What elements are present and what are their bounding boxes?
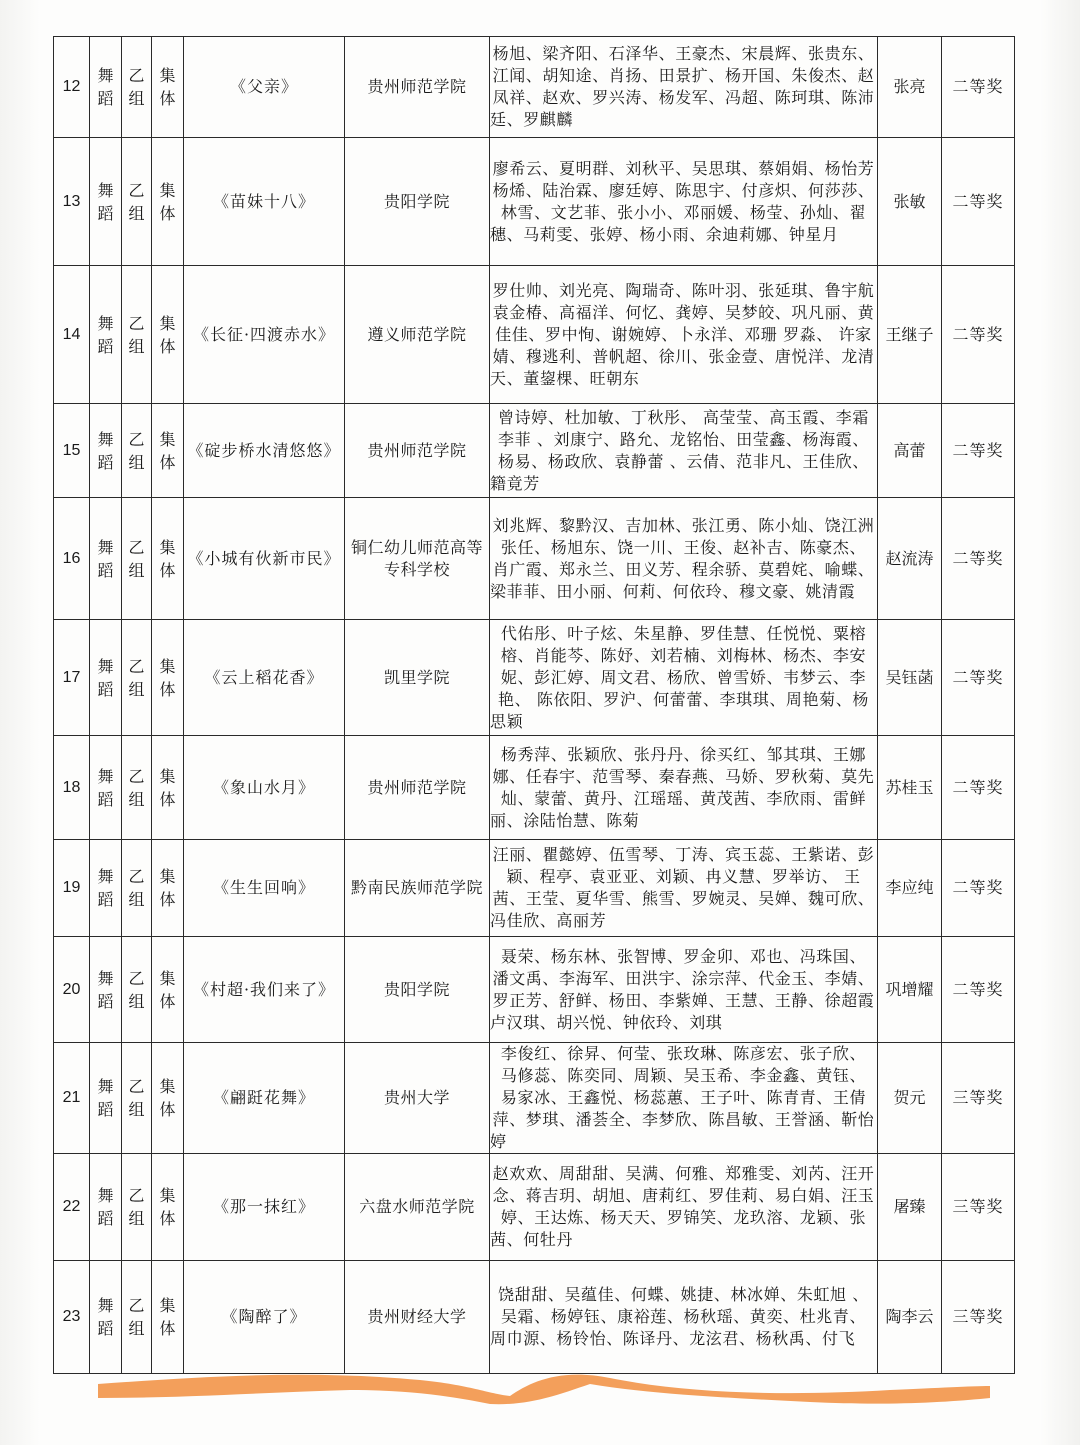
work-title-cell-text: 《苗妹十八》 xyxy=(212,191,315,211)
category-cell xyxy=(90,498,122,620)
row-number-text: 22 xyxy=(62,1198,81,1215)
work-title-cell xyxy=(184,840,345,937)
members-cell-text: 饶甜甜、吴蕴佳、何蝶、姚捷、林冰婵、朱虹旭 、吴霜、杨婷钰、康裕莲、杨秋瑶、黄奕、杜兆青、 周巾源、杨铃怡、陈译丹、龙泫君、杨秋禹、付飞 xyxy=(490,1285,869,1348)
group-cell-text: 乙组 xyxy=(128,1186,145,1228)
type-cell-text: 集体 xyxy=(159,1077,176,1119)
row-number xyxy=(54,404,90,498)
category-cell xyxy=(90,1043,122,1154)
type-cell xyxy=(152,620,184,736)
school-cell xyxy=(345,498,490,620)
type-cell xyxy=(152,37,184,138)
work-title-cell xyxy=(184,1261,345,1374)
award-cell xyxy=(942,840,1015,937)
award-cell-text: 二等奖 xyxy=(952,878,1004,897)
school-cell-text: 贵州师范学院 xyxy=(367,440,467,460)
award-cell xyxy=(942,1261,1015,1374)
orange-highlight-stroke xyxy=(90,1372,1000,1432)
members-cell xyxy=(490,498,878,620)
category-cell-text: 舞蹈 xyxy=(97,66,114,108)
tutor-cell xyxy=(878,138,942,266)
table-row xyxy=(54,620,1015,736)
row-number xyxy=(54,620,90,736)
tutor-cell xyxy=(878,620,942,736)
work-title-cell-text: 《碇步桥水清悠悠》 xyxy=(187,440,341,460)
row-number xyxy=(54,1043,90,1154)
group-cell xyxy=(122,620,152,736)
members-cell-text: 聂荣、杨东林、张智博、罗金卯、邓也、冯珠国、 潘文禹、李海军、田洪宇、涂宗萍、代金玉、李婧、罗正芳、舒鲜、杨田、李紫婵、王慧、王静、徐超霞卢汉琪、胡兴悦、钟依玲、刘琪 xyxy=(490,946,875,1032)
work-title-cell xyxy=(184,1154,345,1261)
group-cell-text: 乙组 xyxy=(128,1296,145,1338)
members-cell xyxy=(490,736,878,840)
work-title-cell-text: 《翩跹花舞》 xyxy=(212,1088,315,1107)
tutor-cell xyxy=(878,266,942,404)
award-cell xyxy=(942,1154,1015,1261)
table-row xyxy=(54,1043,1015,1154)
type-cell-text: 集体 xyxy=(159,656,176,699)
row-number-text: 17 xyxy=(62,668,81,686)
row-number-text: 23 xyxy=(62,1308,81,1325)
table-row xyxy=(54,404,1015,498)
tutor-cell-text: 巩增耀 xyxy=(885,979,934,999)
category-cell xyxy=(90,620,122,736)
type-cell xyxy=(152,266,184,404)
category-cell-text: 舞蹈 xyxy=(97,1077,114,1119)
work-title-cell-text: 《村超·我们来了》 xyxy=(192,979,336,999)
school-cell xyxy=(345,138,490,266)
school-cell-text: 铜仁幼儿师范高等专科学校 xyxy=(350,537,483,579)
category-cell xyxy=(90,266,122,404)
work-title-cell-text: 《小城有伙新市民》 xyxy=(187,548,341,568)
group-cell-text: 乙组 xyxy=(128,766,145,809)
table-body xyxy=(54,37,1015,1374)
type-cell xyxy=(152,1043,184,1154)
members-cell xyxy=(490,404,878,498)
award-cell xyxy=(942,266,1015,404)
work-title-cell-text: 《生生回响》 xyxy=(212,878,315,897)
award-cell xyxy=(942,1043,1015,1154)
tutor-cell xyxy=(878,1154,942,1261)
award-cell-text: 三等奖 xyxy=(952,1197,1004,1216)
members-cell-text: 汪丽、瞿懿婷、伍雪琴、丁涛、宾玉蕊、王紫诺、彭颖、程亭、袁亚亚、刘颖、冉义慧、罗举访、 王茜、王莹、夏华雪、熊雪、罗婉灵、吴婵、魏可欣、冯佳欣、高丽芳 xyxy=(490,845,875,930)
type-cell-text: 集体 xyxy=(159,867,176,909)
school-cell-text: 贵州师范学院 xyxy=(367,77,467,96)
group-cell xyxy=(122,1261,152,1374)
school-cell xyxy=(345,37,490,138)
type-cell-text: 集体 xyxy=(159,180,176,223)
table-row xyxy=(54,266,1015,404)
awards-table xyxy=(53,36,1015,1374)
table-row xyxy=(54,736,1015,840)
award-cell-text: 二等奖 xyxy=(952,979,1004,999)
award-cell xyxy=(942,498,1015,620)
tutor-cell-text: 王继子 xyxy=(885,324,934,344)
category-cell-text: 舞蹈 xyxy=(97,313,114,356)
category-cell-text: 舞蹈 xyxy=(97,656,114,699)
category-cell xyxy=(90,404,122,498)
award-cell-text: 三等奖 xyxy=(952,1307,1004,1326)
award-cell xyxy=(942,620,1015,736)
tutor-cell-text: 屠臻 xyxy=(893,1197,926,1216)
type-cell-text: 集体 xyxy=(159,766,176,809)
group-cell xyxy=(122,266,152,404)
award-cell xyxy=(942,736,1015,840)
members-cell xyxy=(490,620,878,736)
award-cell-text: 三等奖 xyxy=(952,1088,1004,1107)
group-cell-text: 乙组 xyxy=(128,537,145,580)
group-cell-text: 乙组 xyxy=(128,66,145,108)
school-cell-text: 凯里学院 xyxy=(383,667,450,687)
group-cell xyxy=(122,840,152,937)
tutor-cell-text: 高蕾 xyxy=(893,440,926,460)
category-cell-text: 舞蹈 xyxy=(97,766,114,809)
work-title-cell xyxy=(184,138,345,266)
work-title-cell xyxy=(184,266,345,404)
row-number-text: 15 xyxy=(62,441,81,459)
row-number-text: 14 xyxy=(62,325,81,343)
tutor-cell xyxy=(878,736,942,840)
group-cell-text: 乙组 xyxy=(128,656,145,699)
tutor-cell xyxy=(878,404,942,498)
work-title-cell-text: 《陶醉了》 xyxy=(221,1307,307,1326)
category-cell xyxy=(90,937,122,1043)
school-cell xyxy=(345,1154,490,1261)
group-cell xyxy=(122,1154,152,1261)
type-cell xyxy=(152,840,184,937)
row-number xyxy=(54,138,90,266)
row-number xyxy=(54,37,90,138)
type-cell-text: 集体 xyxy=(159,429,176,472)
row-number xyxy=(54,840,90,937)
type-cell xyxy=(152,1154,184,1261)
members-cell xyxy=(490,138,878,266)
type-cell xyxy=(152,498,184,620)
award-cell-text: 二等奖 xyxy=(952,777,1004,797)
row-number-text: 20 xyxy=(62,980,81,998)
school-cell xyxy=(345,620,490,736)
award-cell xyxy=(942,937,1015,1043)
category-cell xyxy=(90,840,122,937)
table-row xyxy=(54,1261,1015,1374)
tutor-cell-text: 张敏 xyxy=(893,191,926,211)
school-cell-text: 黔南民族师范学院 xyxy=(350,878,483,897)
tutor-cell xyxy=(878,937,942,1043)
award-cell-text: 二等奖 xyxy=(952,324,1004,344)
school-cell-text: 贵阳学院 xyxy=(383,191,450,211)
category-cell xyxy=(90,736,122,840)
school-cell xyxy=(345,840,490,937)
members-cell-text: 杨秀萍、张颖欣、张丹丹、徐买红、邹其琪、王娜娜、任春宇、范雪琴、秦春燕、马娇、罗秋菊、莫先灿、蒙蕾、黄丹、江瑶瑶、黄茂茜、李欣雨、雷鲜丽、涂陆怡慧、陈菊 xyxy=(490,744,875,830)
members-cell xyxy=(490,1043,878,1154)
row-number xyxy=(54,266,90,404)
group-cell-text: 乙组 xyxy=(128,313,145,356)
type-cell xyxy=(152,138,184,266)
tutor-cell-text: 吴钰菡 xyxy=(885,667,934,687)
type-cell xyxy=(152,937,184,1043)
tutor-cell-text: 赵流涛 xyxy=(885,548,934,568)
work-title-cell-text: 《那一抹红》 xyxy=(212,1197,315,1216)
award-cell xyxy=(942,138,1015,266)
work-title-cell-text: 《象山水月》 xyxy=(212,777,315,797)
category-cell-text: 舞蹈 xyxy=(97,1186,114,1228)
tutor-cell-text: 贺元 xyxy=(893,1088,926,1107)
row-number xyxy=(54,1154,90,1261)
table-row xyxy=(54,498,1015,620)
school-cell xyxy=(345,1261,490,1374)
school-cell-text: 六盘水师范学院 xyxy=(359,1197,475,1216)
work-title-cell xyxy=(184,620,345,736)
group-cell-text: 乙组 xyxy=(128,968,145,1011)
type-cell xyxy=(152,736,184,840)
work-title-cell xyxy=(184,404,345,498)
row-number xyxy=(54,498,90,620)
work-title-cell xyxy=(184,37,345,138)
row-number xyxy=(54,937,90,1043)
tutor-cell xyxy=(878,1043,942,1154)
category-cell xyxy=(90,1261,122,1374)
type-cell xyxy=(152,1261,184,1374)
category-cell-text: 舞蹈 xyxy=(97,429,114,472)
tutor-cell-text: 陶李云 xyxy=(885,1307,934,1326)
school-cell-text: 遵义师范学院 xyxy=(367,324,467,344)
tutor-cell-text: 苏桂玉 xyxy=(885,777,934,797)
type-cell-text: 集体 xyxy=(159,1296,176,1338)
award-cell-text: 二等奖 xyxy=(952,440,1004,460)
members-cell xyxy=(490,37,878,138)
group-cell-text: 乙组 xyxy=(128,867,145,909)
table-row xyxy=(54,937,1015,1043)
table-row xyxy=(54,840,1015,937)
category-cell xyxy=(90,37,122,138)
school-cell xyxy=(345,266,490,404)
type-cell-text: 集体 xyxy=(159,66,176,108)
row-number-text: 13 xyxy=(62,192,81,210)
work-title-cell xyxy=(184,937,345,1043)
type-cell xyxy=(152,404,184,498)
type-cell-text: 集体 xyxy=(159,313,176,356)
school-cell xyxy=(345,937,490,1043)
group-cell xyxy=(122,498,152,620)
category-cell xyxy=(90,138,122,266)
members-cell xyxy=(490,1154,878,1261)
award-cell-text: 二等奖 xyxy=(952,667,1004,687)
group-cell-text: 乙组 xyxy=(128,180,145,223)
work-title-cell xyxy=(184,498,345,620)
members-cell xyxy=(490,840,878,937)
members-cell-text: 罗仕帅、刘光亮、陶瑞奇、陈叶羽、张延琪、鲁宇航袁金椿、高福洋、何忆、龚婷、吴梦皎、巩凡丽、黄佳佳、罗中恂、谢婉婷、卜永洋、邓珊 罗淼、 许家婧、穆逃利、普帆超、徐川、张金壹、唐悦洋、龙清天、董鋆棵、旺朝东 xyxy=(490,280,875,388)
members-cell-text: 杨旭、梁齐阳、石泽华、王豪杰、宋晨辉、张贵东、江闻、胡知途、肖扬、田景扩、杨开国、朱俊杰、赵凤祥、赵欢、罗兴涛、杨发军、冯超、陈珂琪、陈沛廷、罗麒麟 xyxy=(490,44,875,129)
group-cell xyxy=(122,937,152,1043)
award-cell xyxy=(942,404,1015,498)
work-title-cell xyxy=(184,1043,345,1154)
school-cell-text: 贵州财经大学 xyxy=(367,1307,467,1326)
members-cell-text: 刘兆辉、黎黔汉、吉加林、张江勇、陈小灿、饶江洲张任、杨旭东、饶一川、王俊、赵补吉、陈豪杰、 肖广霞、郑永兰、田义芳、程余骄、莫碧姹、喻蝶、梁菲菲、田小丽、何莉、何依玲、穆文豪、姚清霞 xyxy=(490,515,875,601)
work-title-cell-text: 《父亲》 xyxy=(229,77,298,96)
category-cell-text: 舞蹈 xyxy=(97,968,114,1011)
members-cell-text: 廖希云、夏明群、刘秋平、吴思琪、蔡娟娟、杨怡芳杨烯、陆治霖、廖廷婷、陈思宇、付彦炽、何莎莎、林雪、文艺菲、张小小、邓丽媛、杨莹、孙灿、翟穗、马莉雯、张婷、杨小雨、余迪莉娜、钟星月 xyxy=(490,158,875,244)
group-cell xyxy=(122,736,152,840)
school-cell xyxy=(345,736,490,840)
school-cell-text: 贵州大学 xyxy=(383,1088,450,1107)
category-cell-text: 舞蹈 xyxy=(97,1296,114,1338)
award-cell-text: 二等奖 xyxy=(952,191,1004,211)
tutor-cell-text: 张亮 xyxy=(893,77,926,96)
type-cell-text: 集体 xyxy=(159,968,176,1011)
group-cell-text: 乙组 xyxy=(128,1077,145,1119)
type-cell-text: 集体 xyxy=(159,1186,176,1228)
members-cell-text: 代佑彤、叶子炫、朱星静、罗佳慧、任悦悦、粟榕榕、肖能芩、陈妤、刘若楠、刘梅林、杨杰、李安妮、彭汇婷、周文君、杨欣、曾雪娇、韦梦云、李艳、 陈依阳、罗沪、何蕾蕾、李琪琪、周艳菊、杨思颖 xyxy=(490,623,869,731)
table-row xyxy=(54,138,1015,266)
tutor-cell xyxy=(878,1261,942,1374)
tutor-cell xyxy=(878,37,942,138)
work-title-cell xyxy=(184,736,345,840)
row-number-text: 12 xyxy=(62,78,81,95)
row-number xyxy=(54,736,90,840)
row-number-text: 18 xyxy=(62,778,81,796)
members-cell-text: 李俊红、徐昇、何莹、张玫琳、陈彦宏、张子欣、 马修蕊、陈奕同、周颖、吴玉希、李金鑫、黄钰、 易家冰、王鑫悦、杨蕊蕙、王子叶、陈青青、王倩萍、梦琪、潘荟全、李梦欣、陈昌敏、王誉涵、靳怡婷 xyxy=(490,1044,875,1151)
members-cell-text: 赵欢欢、周甜甜、吴满、何雅、郑雅雯、刘芮、汪开念、蒋吉玥、胡旭、唐莉红、罗佳莉、易白娟、汪玉婷、王达炼、杨天天、罗锦笑、龙玖溶、龙颖、张茜、何牡丹 xyxy=(490,1164,875,1249)
group-cell xyxy=(122,404,152,498)
award-cell-text: 二等奖 xyxy=(952,548,1004,568)
tutor-cell xyxy=(878,498,942,620)
members-cell xyxy=(490,1261,878,1374)
category-cell-text: 舞蹈 xyxy=(97,867,114,909)
group-cell xyxy=(122,1043,152,1154)
members-cell xyxy=(490,937,878,1043)
type-cell-text: 集体 xyxy=(159,537,176,580)
school-cell-text: 贵州师范学院 xyxy=(367,777,467,797)
tutor-cell-text: 李应纯 xyxy=(885,878,934,897)
category-cell-text: 舞蹈 xyxy=(97,180,114,223)
category-cell xyxy=(90,1154,122,1261)
row-number-text: 19 xyxy=(62,879,81,896)
group-cell-text: 乙组 xyxy=(128,429,145,472)
school-cell xyxy=(345,1043,490,1154)
school-cell-text: 贵阳学院 xyxy=(383,979,450,999)
members-cell xyxy=(490,266,878,404)
school-cell xyxy=(345,404,490,498)
award-cell-text: 二等奖 xyxy=(952,77,1004,96)
table-row xyxy=(54,1154,1015,1261)
work-title-cell-text: 《长征·四渡赤水》 xyxy=(192,324,336,344)
award-cell xyxy=(942,37,1015,138)
tutor-cell xyxy=(878,840,942,937)
row-number-text: 16 xyxy=(62,549,81,567)
row-number-text: 21 xyxy=(62,1089,81,1106)
members-cell-text: 曾诗婷、杜加敏、丁秋彤、 高莹莹、高玉霞、李霜李菲 、刘康宁、路允、龙铭怡、田莹鑫、杨海霞、杨易、杨政欣、袁静蕾 、云倩、范非凡、王佳欣、 籍竟芳 xyxy=(490,407,869,493)
group-cell xyxy=(122,37,152,138)
table-row xyxy=(54,37,1015,138)
row-number xyxy=(54,1261,90,1374)
group-cell xyxy=(122,138,152,266)
work-title-cell-text: 《云上稻花香》 xyxy=(204,667,324,687)
category-cell-text: 舞蹈 xyxy=(97,537,114,580)
